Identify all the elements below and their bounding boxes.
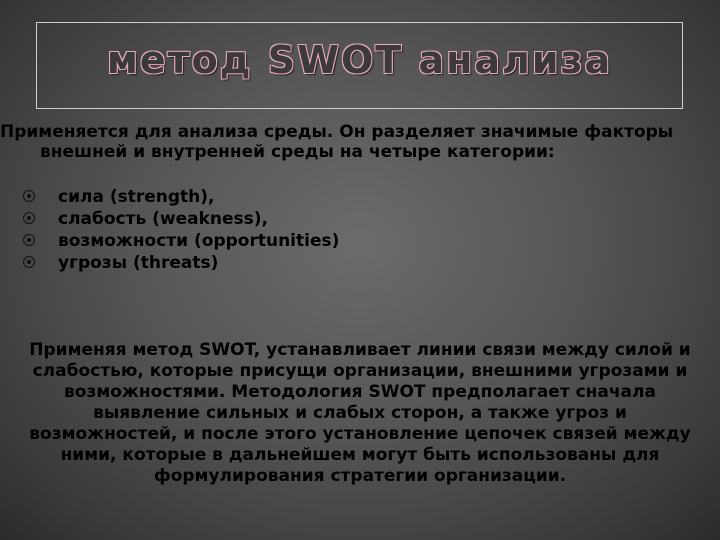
intro-text: Применяется для анализа среды. Он разделяет значимые факторы внешней и внутренней среды на четыре категории:: [0, 122, 674, 162]
list-item: [0, 186, 700, 208]
list-item-label: сила (strength),: [58, 187, 215, 207]
description-paragraph: Применяя метод SWOT, устанавливает линии связи между силой и слабостью, которые присущи организации, внешними угрозами и возможностями. Методология SWOT предполагает сначала выявление сильных и слабых сторон, а также угроз и возможностей, и после этого установление цепочек связей между ними, которые в дальнейшем могут быть использованы для формулирования стратегии организации.: [29, 340, 691, 486]
body-text: [0, 122, 700, 274]
list-item-label: угрозы (threats): [58, 253, 219, 273]
bullet-icon: [23, 190, 35, 202]
bullet-icon: [23, 212, 35, 224]
list-item-label: слабость (weakness),: [58, 209, 269, 229]
list-item-label: возможности (opportunities): [58, 231, 340, 251]
bullet-icon: [23, 256, 35, 268]
slide-title: метод SWOT анализа: [106, 38, 613, 82]
category-list: [0, 186, 700, 274]
list-item: [0, 252, 700, 274]
list-item: [0, 230, 700, 252]
list-item: [0, 208, 700, 230]
bullet-icon: [23, 234, 35, 246]
